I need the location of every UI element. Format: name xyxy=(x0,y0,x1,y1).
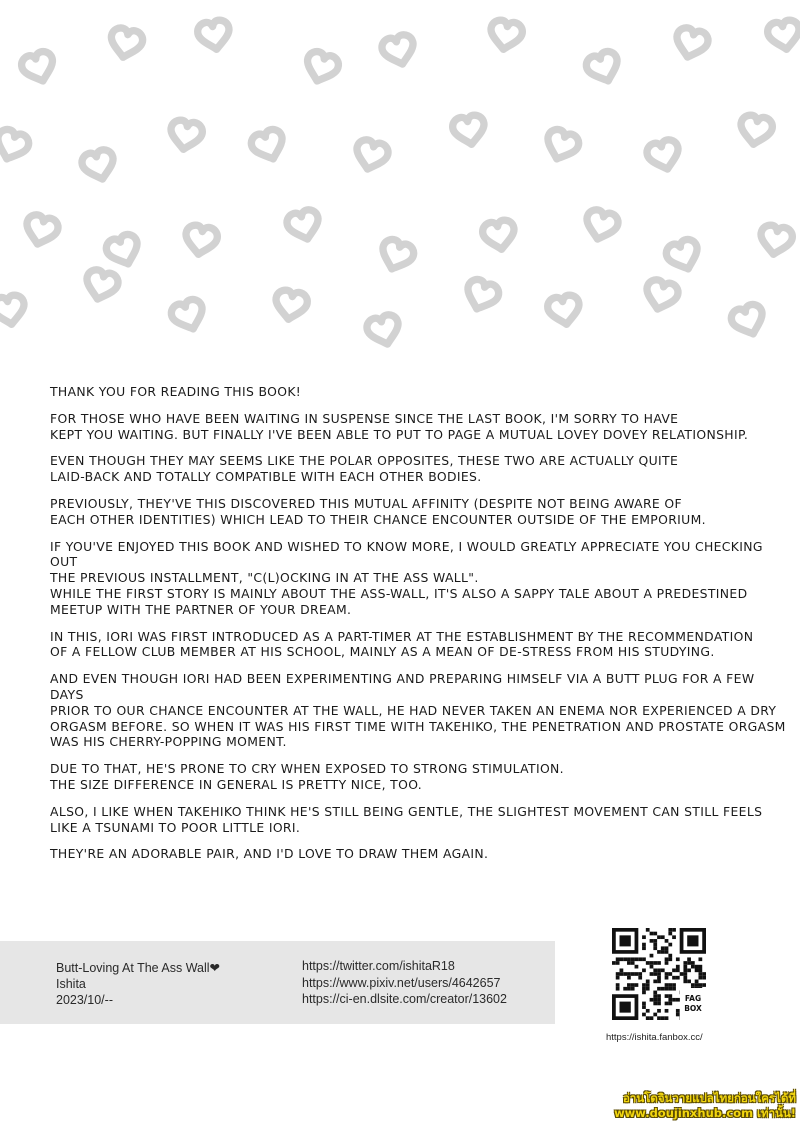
book-title: Butt-Loving At The Ass Wall❤ xyxy=(56,961,221,975)
colophon-links xyxy=(302,958,507,1008)
heart-icon xyxy=(584,49,623,86)
afterword-paragraph-3: EVEN THOUGH THEY MAY SEEMS LIKE THE POLAR OPPOSITES, THESE TWO ARE ACTUALLY QUITE LAID-BACK AND TOTALLY COMPATIBLE WITH EACH OTHER BODIES. xyxy=(50,453,679,485)
heart-icon xyxy=(22,213,60,249)
heart-icon xyxy=(352,138,390,174)
heart-icon xyxy=(302,49,341,86)
afterword-paragraph-9: ALSO, I LIKE WHEN TAKEHIKO THINK HE'S STILL BEING GENTLE, THE SLIGHTEST MOVEMENT CAN STILL FEELS LIKE A TSUNAMI TO POOR LITTLE IORI. xyxy=(50,803,763,835)
heart-icon xyxy=(19,49,58,86)
afterword-text xyxy=(50,384,790,873)
colophon-box xyxy=(0,941,555,1024)
afterword-paragraph-1: THANK YOU FOR READING THIS BOOK! xyxy=(50,384,302,399)
colophon-info xyxy=(56,960,220,1008)
ci-en-link[interactable]: https://ci-en.dlsite.com/creator/13602 xyxy=(302,992,507,1006)
fanbox-qr-code[interactable] xyxy=(612,928,706,1020)
heart-icon xyxy=(582,208,620,244)
heart-icon xyxy=(377,237,416,274)
afterword-paragraph-5: IF YOU'VE ENJOYED THIS BOOK AND WISHED TO KNOW MORE, I WOULD GREATLY APPRECIATE YOU CHECKING OUT THE PREVIOUS INSTALLMENT, "C(L)OCKING IN AT THE ASS WALL". WHILE THE FIRST STORY IS MAINLY ABOUT THE ASS-WALL, IT'S ALSO A SAPPY TALE ABOUT A PREDESTINED MEETUP WITH THE PARTNER OF YOUR DREAM. xyxy=(50,538,763,617)
afterword-paragraph-2: FOR THOSE WHO HAVE BEEN WAITING IN SUSPENSE SINCE THE LAST BOOK, I'M SORRY TO HAVE KEPT YOU WAITING. BUT FINALLY I'VE BEEN ABLE TO PUT TO PAGE A MUTUAL LOVEY DOVEY RELATIONSHIP. xyxy=(50,410,749,442)
heart-icon xyxy=(285,208,323,244)
heart-icon xyxy=(249,127,288,164)
pixiv-link[interactable]: https://www.pixiv.net/users/4642657 xyxy=(302,975,501,990)
fanbox-url[interactable]: https://ishita.fanbox.cc/ xyxy=(606,1032,703,1043)
heart-icon xyxy=(672,26,710,62)
afterword-paragraph-4: PREVIOUSLY, THEY'VE THIS DISCOVERED THIS MUTUAL AFFINITY (DESPITE NOT BEING AWARE OF EACH OTHER IDENTITIES) WHICH LEAD TO THEIR CHANCE ENCOUNTER OUTSIDE OF THE EMPORIUM. xyxy=(50,495,706,527)
heart-icon xyxy=(104,232,143,269)
author-name: Ishita xyxy=(56,977,86,991)
heart-icon xyxy=(481,219,517,252)
heart-icon xyxy=(0,127,31,164)
heart-icon xyxy=(766,19,800,52)
heart-icon xyxy=(542,127,581,164)
heart-icon xyxy=(168,119,204,152)
heart-icon xyxy=(729,302,768,339)
watermark-line1: อ่านโดจินวายแปลไทยก่อนใครได้ที่ xyxy=(622,1091,796,1105)
heart-icon xyxy=(80,148,118,184)
heart-icon xyxy=(642,278,680,314)
watermark-line2: www.doujinxhub.com เท่านั้น! xyxy=(614,1106,796,1120)
heart-icon xyxy=(645,138,683,174)
heart-icon xyxy=(738,114,774,147)
publish-date: 2023/10/-- xyxy=(56,993,113,1007)
afterword-paragraph-6: IN THIS, IORI WAS FIRST INTRODUCED AS A PART-TIMER AT THE ESTABLISHMENT BY THE RECOMMENDATION OF A FELLOW CLUB MEMBER AT HIS SCHOOL, MAINLY AS A MEAN OF DE-STRESS FROM HIS STUDYING. xyxy=(50,628,754,660)
heart-icon xyxy=(108,26,145,60)
heart-icon xyxy=(169,297,208,334)
qr-badge-line2: BOX xyxy=(684,1004,702,1013)
afterword-paragraph-8: DUE TO THAT, HE'S PRONE TO CRY WHEN EXPOSED TO STRONG STIMULATION. THE SIZE DIFFERENCE IN GENERAL IS PRETTY NICE, TOO. xyxy=(50,761,564,792)
heart-icon xyxy=(183,224,219,257)
heart-icon xyxy=(451,114,487,147)
heart-icon xyxy=(0,294,27,327)
heart-icon xyxy=(546,294,582,327)
heart-icon xyxy=(462,277,501,314)
heart-icon xyxy=(488,19,524,52)
heart-icon xyxy=(365,313,403,349)
heart-icon xyxy=(380,33,418,69)
heart-icon xyxy=(82,268,120,304)
scanlation-watermark xyxy=(614,1091,796,1121)
twitter-link[interactable]: https://twitter.com/ishitaR18 xyxy=(302,959,455,973)
afterword-paragraph-7: AND EVEN THOUGH IORI HAD BEEN EXPERIMENTING AND PREPARING HIMSELF VIA A BUTT PLUG FOR A FEW DAYS PRIOR TO OUR CHANCE ENCOUNTER AT THE WALL, HE HAD NEVER TAKEN AN ENEMA NOR EXPERIENCED A DRY ORGASM BEFORE. SO WHEN IT WAS HIS FIRST TIME WITH TAKEHIKO, THE PENETRATION AND PROSTATE ORGASM WAS HIS CHERRY-POPPING MOMENT. xyxy=(50,671,786,750)
afterword-paragraph-10: THEY'RE AN ADORABLE PAIR, AND I'D LOVE TO DRAW THEM AGAIN. xyxy=(50,846,489,862)
heart-icon xyxy=(196,19,232,52)
heart-icon xyxy=(758,224,794,257)
heart-icon xyxy=(273,289,309,322)
heart-pattern-background xyxy=(0,0,800,360)
qr-badge-line1: FAG xyxy=(684,994,702,1003)
heart-icon xyxy=(664,237,703,274)
